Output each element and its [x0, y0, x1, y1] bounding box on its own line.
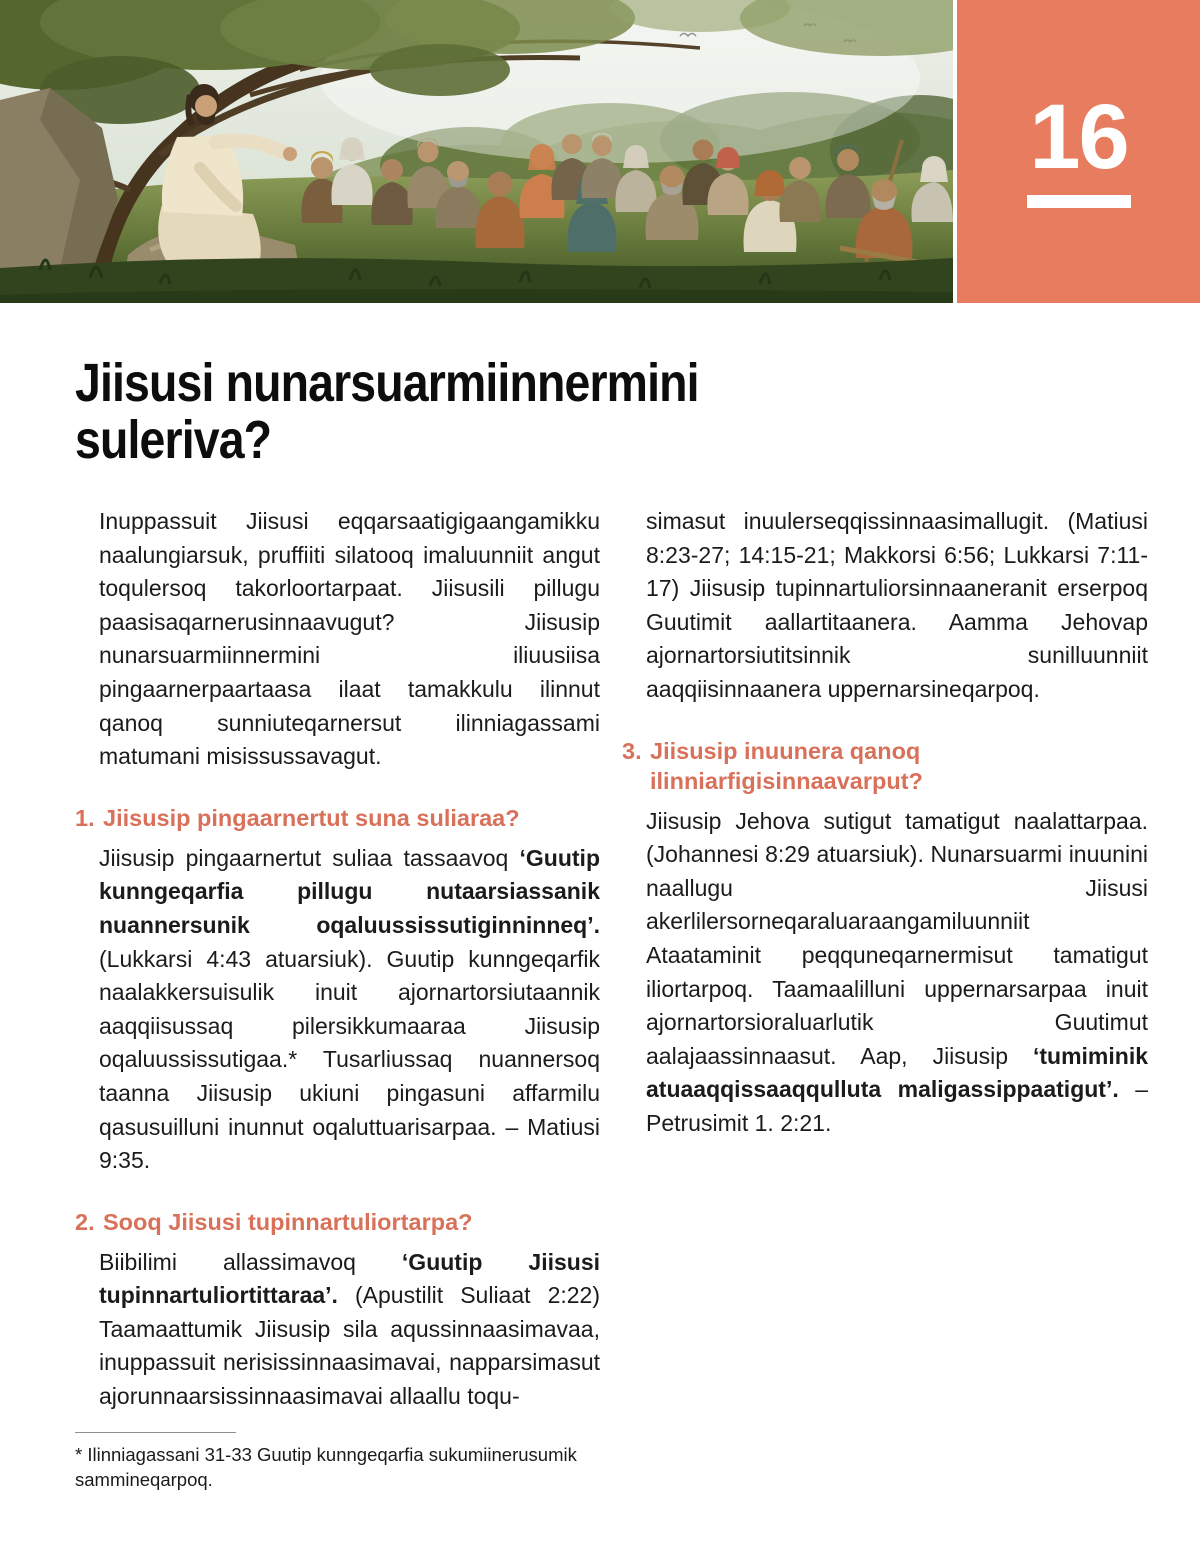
footnote-text: * Ilinniagassani 31-33 Guutip kunngeqarfia sukumiinerusumik sammineqarpoq.: [75, 1443, 577, 1491]
section-title: Sooq Jiisusi tupinnartuliortarpa?: [103, 1208, 473, 1235]
section-number: 1.: [75, 804, 95, 831]
section-1-paragraph: Jiisusip pingaarnertut suliaa tassaavoq ‘Guutip kunngeqarfia pillugu nutaarsiassanik nuannersunik oqaluussissutiginninneq’. (Lukkarsi 4:43 atuarsiuk). Guutip kunngeqarfik naalakkersuisulik inuit ajornartorsiutaannik aaqqiisussaq pilersikkumaaraa Jiisusip oqaluussissutigaa.* Tusarliussaq nuannersoq taanna Jiisusip ukiuni pingasuni affarmilu qasusuilluni inunnut oqaluttuarisarpaa. – Matiusi 9:35.: [99, 844, 600, 1174]
hero: [0, 0, 1200, 303]
section-1: [75, 803, 600, 1178]
footnote: [75, 1432, 600, 1493]
section-3: [622, 736, 1148, 1141]
hero-photo: [0, 0, 953, 303]
lesson-number-badge: [957, 0, 1200, 303]
section-2: [75, 1207, 600, 1414]
footnote-rule: [75, 1432, 236, 1433]
section-number: 3.: [622, 737, 642, 764]
section-2-paragraph: Biibilimi allassimavoq ‘Guutip Jiisusi tupinnartuliortittaraa’. (Apustilit Suliaat 2:22) Taamaattumik Jiisusip sila aqussinnaasimavaa, inuppassuit nerisissinnaasimavai, napparsimasut ajorunnaarsissinnaasimavai allaallu toqu-: [99, 1248, 600, 1410]
section-number: 2.: [75, 1208, 95, 1235]
lesson-number: 16: [1029, 86, 1128, 188]
intro-paragraph: Inuppassuit Jiisusi eqqarsaatigigaangamikku naalungiarsuk, pruffiiti silatooq imaluunniit angut toqulersoq takorloortarpaat. Jiisusili pillugu paasisaqarnerusinnaavugut? Jiisusip nunarsuarmiinnermini iliuusiisa pingaarnerpaartaasa ilaat tamakkulu ilinnut qanoq sunniuteqarnersut ilinniagassami matumani misissussavagut.: [99, 508, 600, 770]
section-title: Jiisusip pingaarnertut suna suliaraa?: [103, 804, 520, 831]
section-2-heading: [75, 1207, 600, 1237]
section-3-heading: [622, 736, 1148, 796]
column-right: [622, 505, 1148, 1493]
lesson-number-underline: [1027, 195, 1131, 208]
section-1-heading: [75, 803, 600, 833]
column-left: [75, 505, 600, 1493]
content-columns: [75, 505, 1148, 1493]
foreground-grass: [0, 258, 953, 303]
section-title: Jiisusip inuunera qanoq ilinniarfigisinnaavarput?: [650, 737, 923, 794]
continuation-paragraph: simasut inuulerseqqissinnaasimallugit. (Matiusi 8:23-27; 14:15-21; Makkorsi 6:56; Lukkarsi 7:11-17) Jiisusip tupinnartuliorsinnaaneranit erserpoq Guutimit aallartitaanera. Aamma Jehovap ajornartorsiutitsinnik sunilluunniit aaqqiisinnaanera uppernarsineqarpoq.: [646, 508, 1148, 702]
page-title: Jiisusi nunarsuarmiinnermini suleriva?: [75, 353, 699, 470]
section-3-paragraph: Jiisusip Jehova sutigut tamatigut naalattarpaa. (Johannesi 8:29 atuarsiuk). Nunarsuarmi inuunini naallugu Jiisusi akerlilersorneqaraluaraangamiluunniit Ataataminit peqquneqarnermisut tamatigut iliortarpoq. Taamaalilluni uppernarsarpaa inuit ajornartorsioraluarlutik Guutimut aalajaassinnaasut. Aap, Jiisusip ‘tumiminik atuaaqqissaaqqulluta maligassippaatigut’. – Petrusimit 1. 2:21.: [646, 807, 1148, 1136]
